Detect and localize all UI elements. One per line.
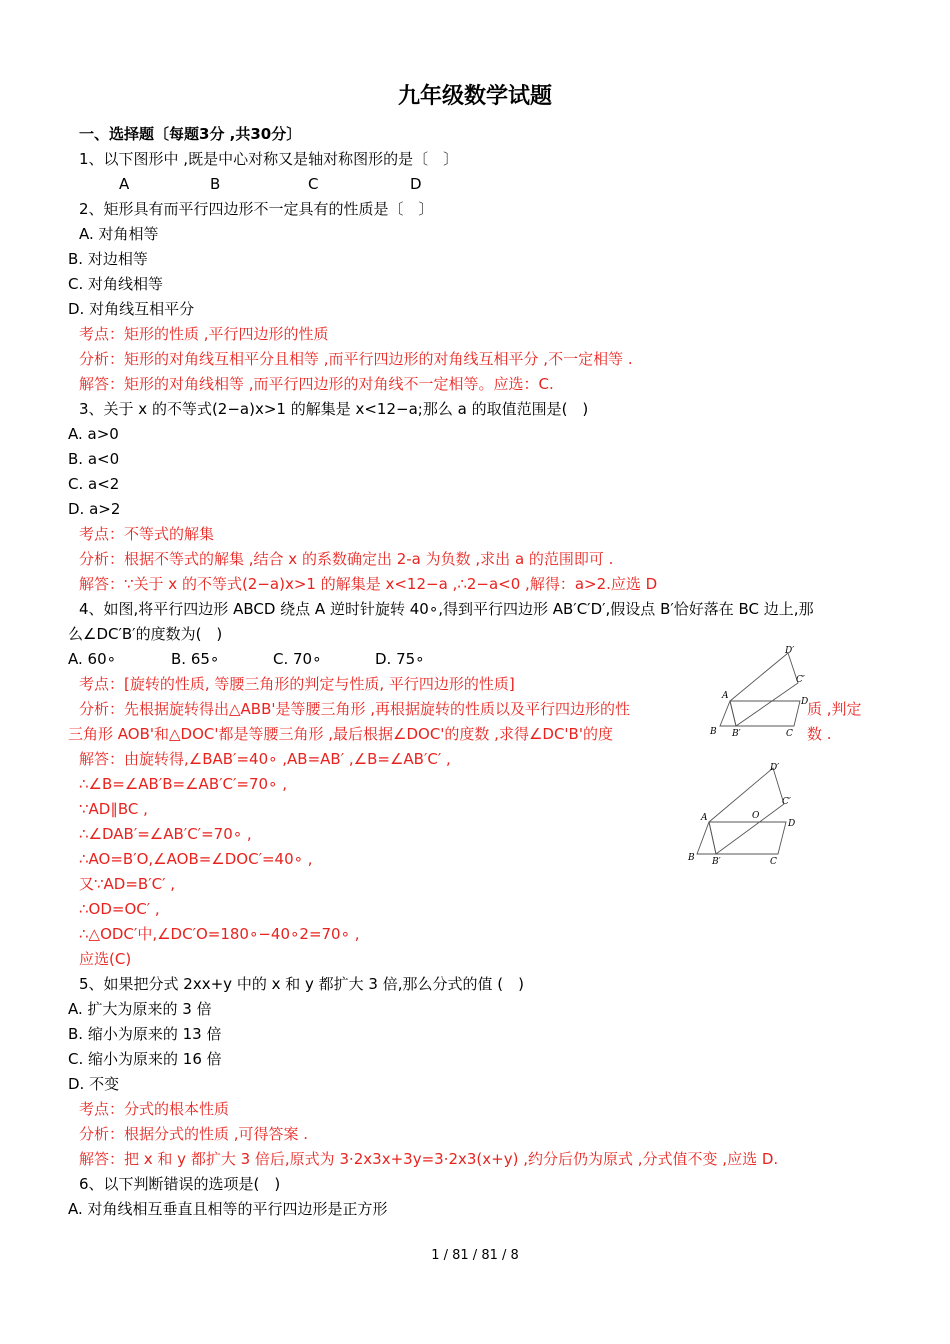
q4-jieda-line6: 又∵AD=B′C′ , bbox=[79, 875, 176, 893]
q4-jieda-line9: 应选(C) bbox=[79, 950, 132, 968]
q5-option-b: B. 缩小为原来的 13 倍 bbox=[68, 1025, 222, 1043]
q4-jieda-line4: ∴∠DAB′=∠AB′C′=70∘ , bbox=[79, 825, 252, 843]
q3-kaodian: 考点：不等式的解集 bbox=[79, 525, 215, 543]
fig1-parallelogram-abcd-prime bbox=[730, 653, 798, 726]
q4-jieda-line1: 解答：由旋转得,∠BAB′=40∘ ,AB=AB′ ,∠B=∠AB′C′ , bbox=[79, 750, 451, 768]
fig1-parallelogram-abcd bbox=[720, 701, 800, 726]
q1-label-b: B bbox=[210, 175, 221, 193]
fig1-label-b: B bbox=[710, 727, 717, 737]
q4-option-a: A. 60∘ bbox=[68, 650, 117, 668]
q1-label-d: D bbox=[410, 175, 422, 193]
page-title: 九年级数学试题 bbox=[397, 84, 552, 109]
fig2-label-dp: D′ bbox=[770, 763, 780, 773]
parallelogram-figure-1 bbox=[700, 642, 810, 742]
q2-option-a: A. 对角相等 bbox=[79, 225, 159, 243]
q5-fenxi: 分析：根据分式的性质 ,可得答案 . bbox=[79, 1125, 309, 1143]
q4-option-b: B. 65∘ bbox=[171, 650, 220, 668]
question-6-stem: 6、以下判断错误的选项是( ) bbox=[79, 1175, 281, 1193]
question-4-stem-line1: 4、如图,将平行四边形 ABCD 绕点 A 逆时针旋转 40∘,得到平行四边形 AB′C′D′,假设点 B′恰好落在 BC 边上,那 bbox=[79, 600, 814, 618]
fig1-label-bp: B′ bbox=[732, 729, 741, 739]
question-2-stem: 2、矩形具有而平行四边形不一定具有的性质是〔 〕 bbox=[79, 200, 434, 218]
q2-jieda: 解答：矩形的对角线相等 ,而平行四边形的对角线不一定相等。应选：C. bbox=[79, 375, 554, 393]
page-footer: 1 / 81 / 81 / 8 bbox=[431, 1248, 519, 1263]
q6-option-a: A. 对角线相互垂直且相等的平行四边形是正方形 bbox=[68, 1200, 388, 1218]
q2-fenxi: 分析：矩形的对角线互相平分且相等 ,而平行四边形的对角线互相平分 ,不一定相等 . bbox=[79, 350, 633, 368]
q5-kaodian: 考点：分式的根本性质 bbox=[79, 1100, 230, 1118]
q4-jieda-line2: ∴∠B=∠AB′B=∠AB′C′=70∘ , bbox=[79, 775, 287, 793]
section-heading: 一、选择题〔每题3分 ,共30分〕 bbox=[79, 125, 302, 143]
q4-jieda-line7: ∴OD=OC′ , bbox=[79, 900, 160, 918]
q2-option-d: D. 对角线互相平分 bbox=[68, 300, 195, 318]
q4-fenxi-line2-end: 数 . bbox=[807, 725, 832, 743]
fig2-label-a: A bbox=[701, 813, 708, 823]
fig1-diagonal bbox=[730, 701, 736, 726]
q4-jieda-line3: ∵AD∥BC , bbox=[79, 800, 148, 818]
question-5-stem: 5、如果把分式 2xx+y 中的 x 和 y 都扩大 3 倍,那么分式的值 ( ) bbox=[79, 975, 524, 993]
fig1-label-c: C bbox=[786, 729, 793, 739]
q5-option-a: A. 扩大为原来的 3 倍 bbox=[68, 1000, 212, 1018]
q2-option-c: C. 对角线相等 bbox=[68, 275, 164, 293]
fig2-label-c: C bbox=[770, 857, 777, 867]
q1-label-c: C bbox=[308, 175, 319, 193]
parallelogram-figure-2 bbox=[682, 760, 802, 870]
fig1-label-a: A bbox=[722, 691, 729, 701]
fig2-parallelogram-abcd-prime bbox=[709, 768, 784, 854]
q3-option-d: D. a>2 bbox=[68, 500, 121, 518]
fig2-diagonal bbox=[709, 822, 716, 854]
q4-option-c: C. 70∘ bbox=[273, 650, 322, 668]
fig1-label-cp: C′ bbox=[796, 675, 805, 685]
q3-option-a: A. a>0 bbox=[68, 425, 119, 443]
fig2-label-cp: C′ bbox=[782, 797, 791, 807]
q4-option-d: D. 75∘ bbox=[375, 650, 425, 668]
q4-jieda-line5: ∴AO=B′O,∠AOB=∠DOC′=40∘ , bbox=[79, 850, 313, 868]
q4-jieda-line8: ∴△ODC′中,∠DC′O=180∘−40∘2=70∘ , bbox=[79, 925, 360, 943]
q2-kaodian: 考点：矩形的性质 ,平行四边形的性质 bbox=[79, 325, 329, 343]
q5-option-c: C. 缩小为原来的 16 倍 bbox=[68, 1050, 222, 1068]
fig2-label-b: B bbox=[688, 853, 695, 863]
question-1-stem: 1、以下图形中 ,既是中心对称又是轴对称图形的是〔 〕 bbox=[79, 150, 459, 168]
fig1-label-d: D bbox=[801, 697, 809, 707]
q3-fenxi: 分析：根据不等式的解集 ,结合 x 的系数确定出 2-a 为负数 ,求出 a 的范围即可 . bbox=[79, 550, 614, 568]
q3-option-c: C. a<2 bbox=[68, 475, 120, 493]
q5-option-d: D. 不变 bbox=[68, 1075, 120, 1093]
fig2-label-d: D bbox=[788, 819, 796, 829]
q1-label-a: A bbox=[119, 175, 130, 193]
q4-fenxi-line1-end: 质 ,判定 bbox=[807, 700, 862, 718]
question-4-stem-line2: 么∠DC′B′的度数为( ) bbox=[68, 625, 223, 643]
q4-kaodian: 考点：[旋转的性质, 等腰三角形的判定与性质, 平行四边形的性质] bbox=[79, 675, 515, 693]
q3-jieda: 解答：∵关于 x 的不等式(2−a)x>1 的解集是 x<12−a ,∴2−a<0 ,解得：a>2.应选 D bbox=[79, 575, 658, 593]
fig2-label-bp: B′ bbox=[712, 857, 721, 867]
q5-jieda: 解答：把 x 和 y 都扩大 3 倍后,原式为 3⋅2x3x+3y=3⋅2x3(x+y) ,约分后仍为原式 ,分式值不变 ,应选 D. bbox=[79, 1150, 779, 1168]
question-3-stem: 3、关于 x 的不等式(2−a)x>1 的解集是 x<12−a;那么 a 的取值范围是( ) bbox=[79, 400, 589, 418]
fig2-label-o: O bbox=[752, 811, 760, 821]
fig1-label-dp: D′ bbox=[785, 646, 795, 656]
q2-option-b: B. 对边相等 bbox=[68, 250, 148, 268]
q4-fenxi-line2: 三角形 AOB'和△DOC'都是等腰三角形 ,最后根据∠DOC'的度数 ,求得∠DC'B'的度 bbox=[68, 725, 613, 743]
q3-option-b: B. a<0 bbox=[68, 450, 120, 468]
q4-fenxi-line1: 分析：先根据旋转得出△ABB'是等腰三角形 ,再根据旋转的性质以及平行四边形的性 bbox=[79, 700, 631, 718]
